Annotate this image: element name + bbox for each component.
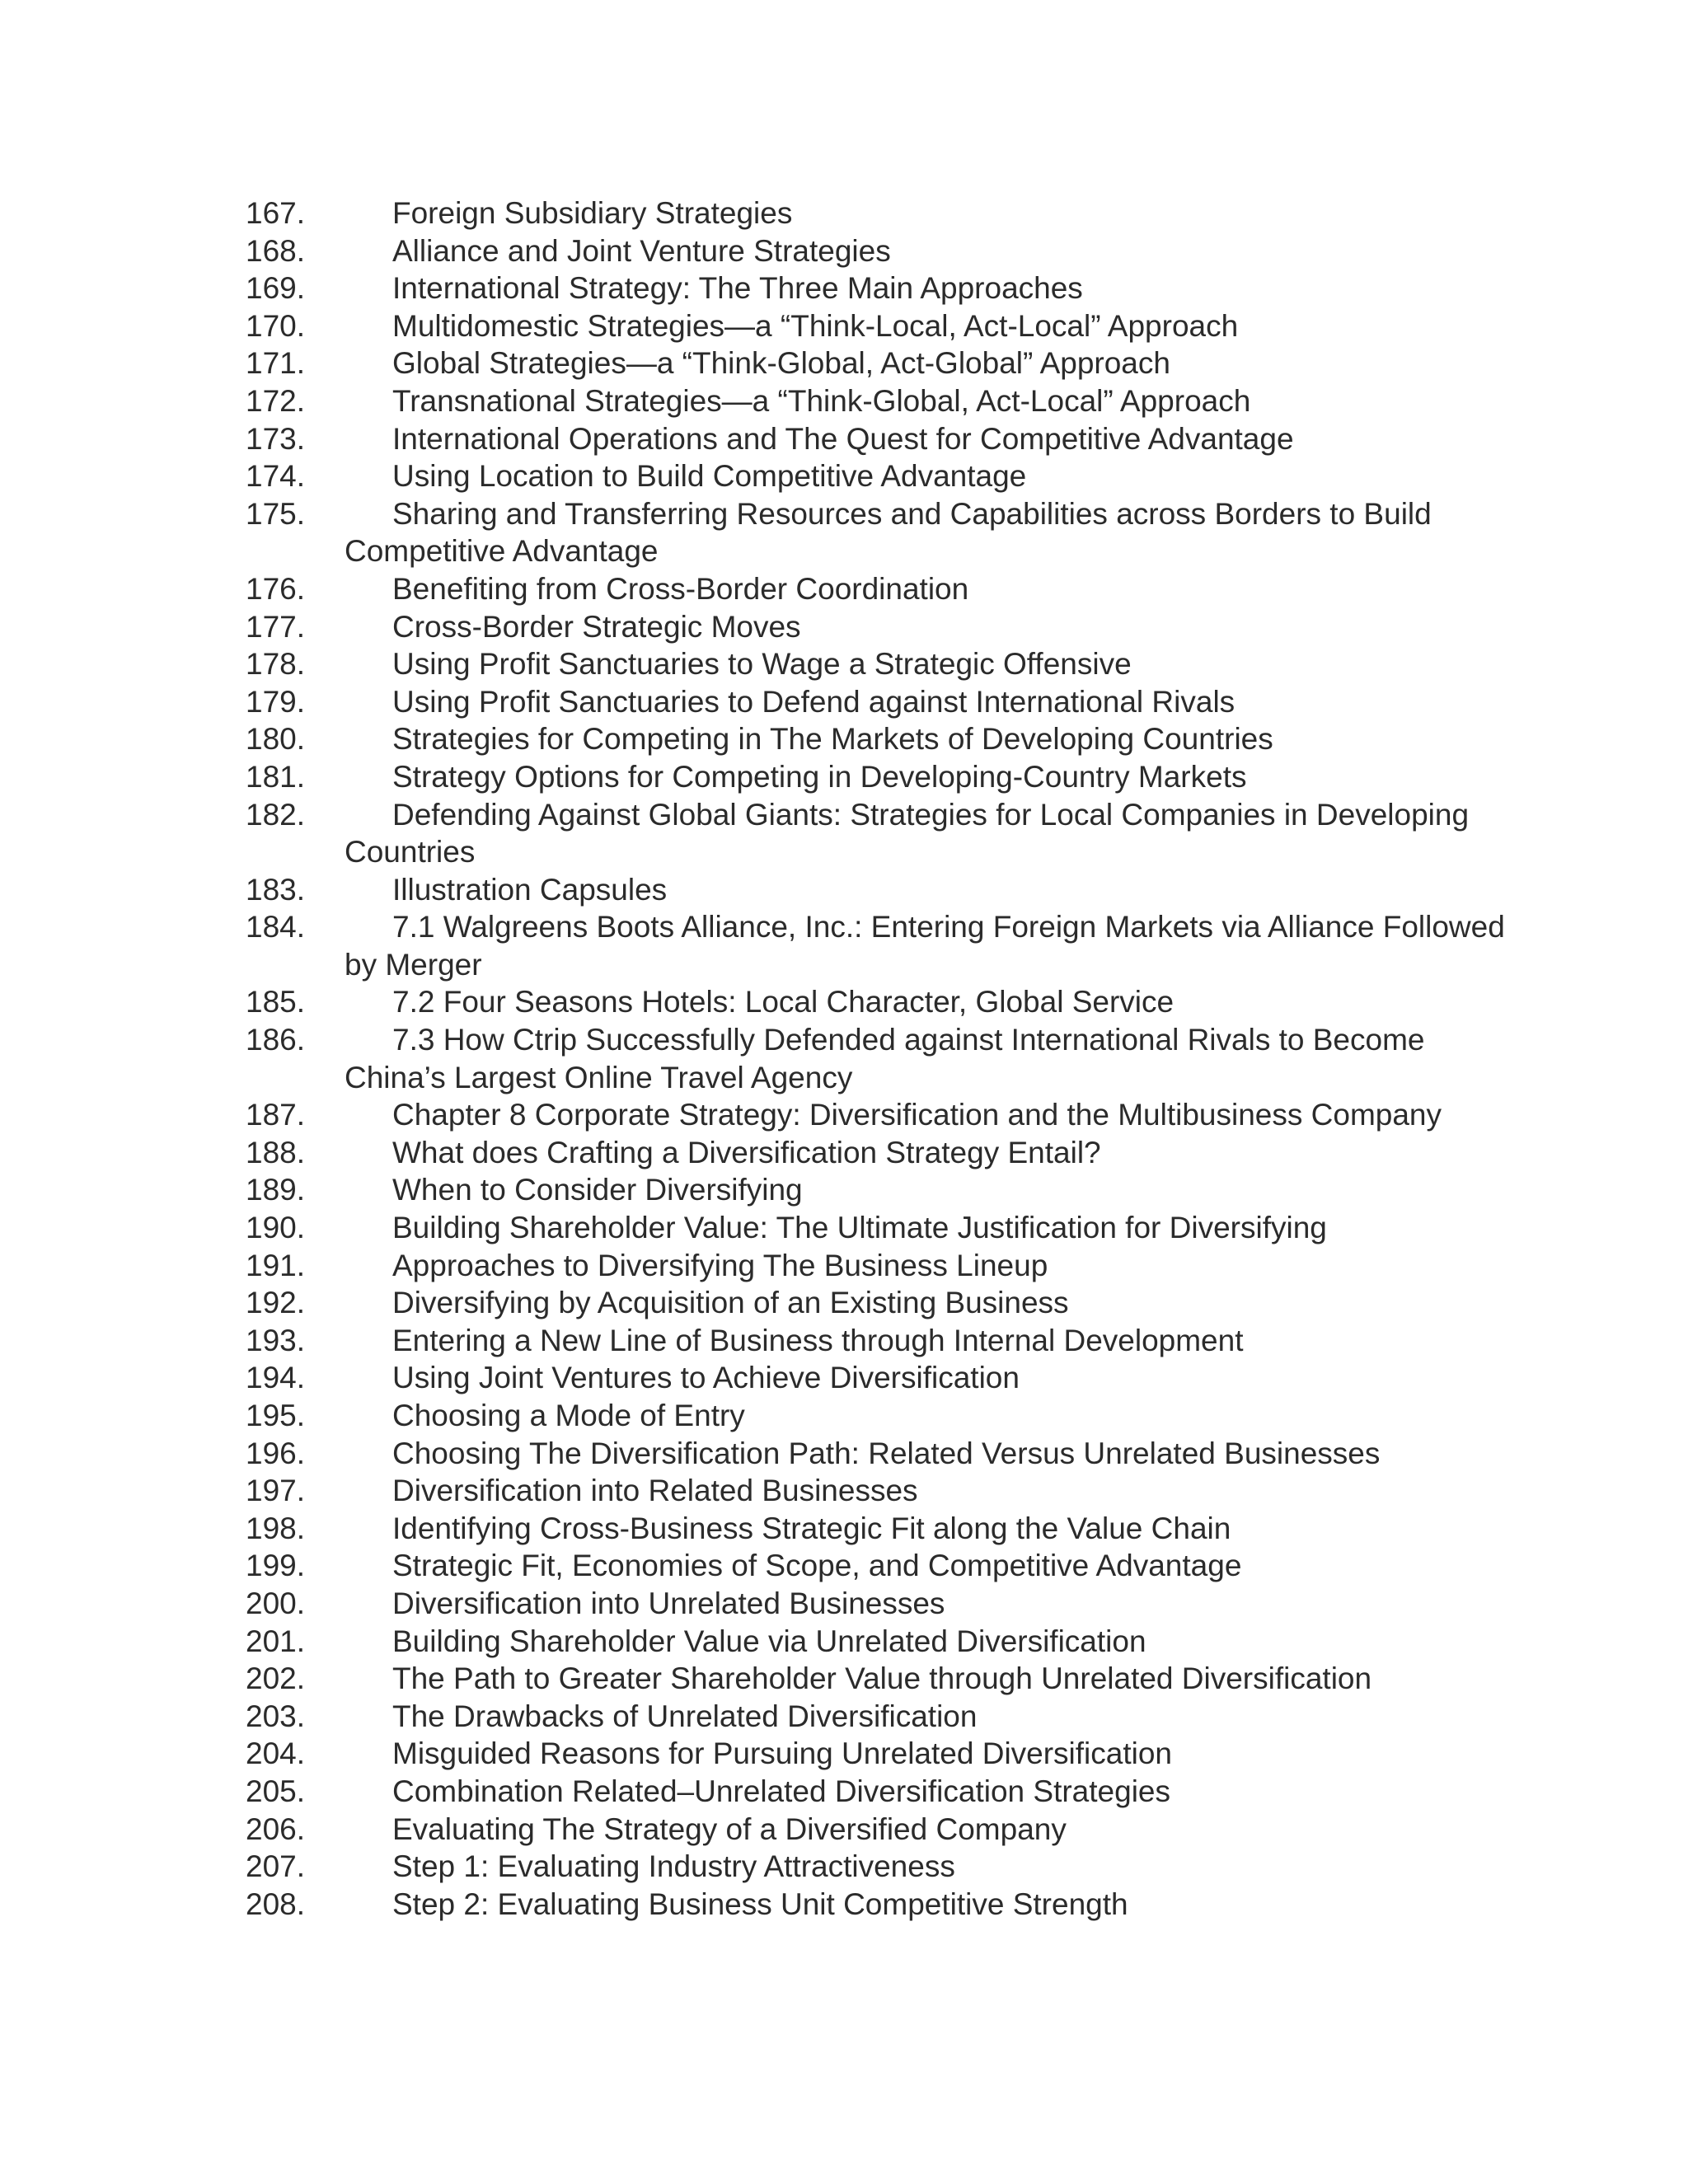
toc-entry-title: Foreign Subsidiary Strategies [392, 196, 793, 230]
toc-entry [246, 1773, 1531, 1811]
toc-entry-title: 7.1 Walgreens Boots Alliance, Inc.: Entering Foreign Markets via Alliance Followed by Merger [345, 910, 1505, 982]
toc-entry [246, 1547, 1531, 1585]
toc-entry-title: Multidomestic Strategies—a “Think-Local, Act-Local” Approach [392, 308, 1239, 343]
toc-entry [246, 608, 1531, 646]
toc-entry-number: 205. [246, 1774, 306, 1808]
toc-entry-title: Building Shareholder Value: The Ultimate Justification for Diversifying [392, 1211, 1327, 1245]
toc-entry-title: Diversifying by Acquisition of an Existing Business [392, 1286, 1069, 1320]
toc-entry [246, 1585, 1531, 1623]
toc-entry-title: Misguided Reasons for Pursuing Unrelated Diversification [392, 1736, 1173, 1771]
toc-entry-title: Choosing a Mode of Entry [392, 1399, 745, 1432]
toc-entry [246, 1435, 1531, 1473]
toc-entry [246, 758, 1531, 796]
toc-entry [246, 1397, 1531, 1435]
toc-entry [246, 1284, 1531, 1322]
toc-entry [246, 1660, 1531, 1698]
toc-entry-number: 167. [246, 196, 306, 230]
toc-entry-number: 189. [246, 1173, 306, 1207]
toc-entry-title: When to Consider Diversifying [392, 1173, 803, 1207]
toc-entry-number: 179. [246, 684, 306, 719]
toc-entry [246, 1359, 1531, 1397]
toc-entry-title: Combination Related–Unrelated Diversification Strategies [392, 1774, 1170, 1808]
toc-entry [246, 1886, 1531, 1924]
toc-entry-number: 173. [246, 421, 306, 456]
toc-entry [246, 307, 1531, 345]
toc-entry [246, 983, 1531, 1021]
toc-entry [246, 1021, 1531, 1096]
toc-entry-title: Choosing The Diversification Path: Related Versus Unrelated Businesses [392, 1436, 1381, 1470]
toc-entry-number: 192. [246, 1286, 306, 1320]
toc-entry [246, 232, 1531, 270]
toc-entry-title: Chapter 8 Corporate Strategy: Diversification and the Multibusiness Company [392, 1098, 1442, 1132]
toc-entry [246, 495, 1531, 570]
toc-entry-title: Transnational Strategies—a “Think-Global, Act-Local” Approach [392, 383, 1251, 418]
toc-entry-number: 187. [246, 1098, 306, 1132]
toc-entry-title: Benefiting from Cross-Border Coordination [392, 571, 969, 606]
toc-entry [246, 420, 1531, 458]
toc-entry-number: 206. [246, 1811, 306, 1846]
toc-entry-title: Defending Against Global Giants: Strategies for Local Companies in Developing Countries [345, 797, 1470, 869]
toc-entry [246, 908, 1531, 983]
toc-entry [246, 683, 1531, 721]
toc-entry-title: What does Crafting a Diversification Strategy Entail? [392, 1135, 1101, 1169]
toc-entry-number: 200. [246, 1586, 306, 1620]
toc-entry [246, 1698, 1531, 1736]
toc-entry-title: Strategic Fit, Economies of Scope, and Competitive Advantage [392, 1549, 1242, 1583]
toc-entry [246, 382, 1531, 420]
toc-entry-number: 183. [246, 872, 306, 907]
toc-entry-number: 201. [246, 1624, 306, 1658]
toc-entry [246, 1209, 1531, 1247]
toc-entry-number: 182. [246, 797, 306, 832]
toc-entry-title: Diversification into Related Businesses [392, 1474, 918, 1508]
toc-entry-title: Alliance and Joint Venture Strategies [392, 233, 891, 268]
toc-entry-number: 172. [246, 383, 306, 418]
toc-entry-number: 171. [246, 346, 306, 381]
toc-entry-title: Illustration Capsules [392, 872, 668, 907]
toc-entry-number: 176. [246, 571, 306, 606]
toc-entry [246, 1623, 1531, 1661]
toc-entry-number: 195. [246, 1399, 306, 1432]
toc-entry-number: 191. [246, 1248, 306, 1282]
toc-entry [246, 1134, 1531, 1172]
toc-entry-number: 193. [246, 1323, 306, 1357]
toc-entry-number: 178. [246, 647, 306, 682]
toc-entry-title: Strategies for Competing in The Markets of Developing Countries [392, 722, 1273, 757]
toc-entry [246, 1096, 1531, 1134]
toc-entry-number: 175. [246, 496, 306, 531]
toc-entry-number: 168. [246, 233, 306, 268]
toc-entry-number: 207. [246, 1849, 306, 1884]
toc-entry-title: Sharing and Transferring Resources and Capabilities across Borders to Build Competitive Advantage [345, 496, 1432, 569]
toc-entry [246, 1472, 1531, 1510]
toc-entry-title: Approaches to Diversifying The Business Lineup [392, 1248, 1048, 1282]
toc-entry-title: Step 1: Evaluating Industry Attractiveness [392, 1849, 955, 1884]
toc-entry-title: Using Profit Sanctuaries to Defend against International Rivals [392, 684, 1236, 719]
toc-entry-number: 190. [246, 1211, 306, 1245]
table-of-contents-list [246, 194, 1531, 1923]
toc-entry-title: 7.2 Four Seasons Hotels: Local Character, Global Service [392, 985, 1175, 1019]
toc-entry-number: 180. [246, 722, 306, 757]
toc-entry-number: 208. [246, 1886, 306, 1921]
toc-entry-title: 7.3 How Ctrip Successfully Defended against International Rivals to Become China’s Largest Online Travel Agency [345, 1023, 1425, 1094]
toc-entry-title: Diversification into Unrelated Businesses [392, 1586, 945, 1620]
toc-entry [246, 1811, 1531, 1849]
toc-entry [246, 720, 1531, 758]
toc-entry-title: Entering a New Line of Business through Internal Development [392, 1323, 1244, 1357]
toc-entry-title: Evaluating The Strategy of a Diversified Company [392, 1811, 1067, 1846]
toc-entry-number: 186. [246, 1023, 306, 1057]
toc-entry [246, 1322, 1531, 1360]
toc-entry-title: Global Strategies—a “Think-Global, Act-Global” Approach [392, 346, 1170, 381]
toc-entry-number: 199. [246, 1549, 306, 1583]
toc-entry-title: Using Profit Sanctuaries to Wage a Strategic Offensive [392, 647, 1132, 682]
toc-entry-title: Strategy Options for Competing in Developing-Country Markets [392, 759, 1247, 794]
toc-entry [246, 871, 1531, 909]
toc-entry [246, 1735, 1531, 1773]
toc-entry [246, 344, 1531, 382]
toc-entry-title: Using Location to Build Competitive Advantage [392, 459, 1027, 494]
toc-entry-title: The Path to Greater Shareholder Value through Unrelated Diversification [392, 1661, 1372, 1696]
toc-entry [246, 1171, 1531, 1209]
toc-entry-number: 194. [246, 1361, 306, 1395]
toc-entry [246, 194, 1531, 232]
toc-entry-number: 185. [246, 985, 306, 1019]
toc-entry [246, 570, 1531, 608]
toc-entry [246, 1510, 1531, 1548]
toc-entry-number: 188. [246, 1135, 306, 1169]
toc-entry-title: Identifying Cross-Business Strategic Fit along the Value Chain [392, 1511, 1231, 1545]
toc-entry [246, 457, 1531, 495]
toc-entry-number: 170. [246, 308, 306, 343]
toc-entry-number: 174. [246, 459, 306, 494]
toc-entry-number: 184. [246, 910, 306, 944]
toc-entry [246, 796, 1531, 871]
toc-entry-number: 202. [246, 1661, 306, 1696]
toc-entry-title: Step 2: Evaluating Business Unit Competitive Strength [392, 1886, 1128, 1921]
toc-entry [246, 1848, 1531, 1886]
toc-entry-title: Building Shareholder Value via Unrelated Diversification [392, 1624, 1146, 1658]
toc-entry-number: 177. [246, 609, 306, 644]
toc-entry-number: 169. [246, 271, 306, 306]
toc-entry [246, 1247, 1531, 1285]
toc-entry-title: International Strategy: The Three Main Approaches [392, 271, 1083, 306]
toc-entry-number: 204. [246, 1736, 306, 1771]
toc-entry [246, 269, 1531, 307]
toc-entry-number: 198. [246, 1511, 306, 1545]
toc-entry-number: 196. [246, 1436, 306, 1470]
toc-entry [246, 645, 1531, 683]
toc-entry-title: Cross-Border Strategic Moves [392, 609, 801, 644]
toc-entry-title: International Operations and The Quest for Competitive Advantage [392, 421, 1294, 456]
toc-entry-number: 181. [246, 759, 306, 794]
toc-entry-title: The Drawbacks of Unrelated Diversification [392, 1699, 978, 1733]
toc-entry-number: 197. [246, 1474, 306, 1508]
toc-entry-title: Using Joint Ventures to Achieve Diversification [392, 1361, 1020, 1395]
toc-entry-number: 203. [246, 1699, 306, 1733]
